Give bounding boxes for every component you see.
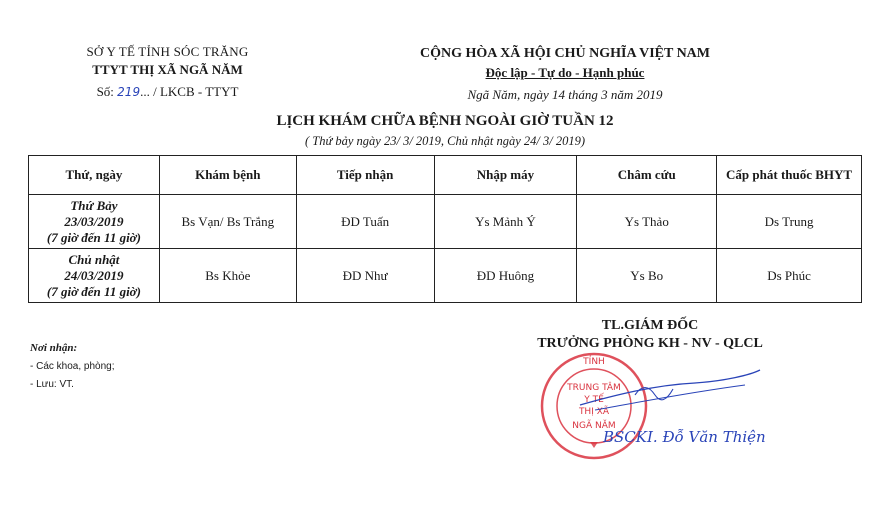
motto: Độc lập - Tự do - Hạnh phúc xyxy=(485,65,645,80)
doc-number-suffix: ... / LKCB - TTYT xyxy=(140,84,239,99)
issuer-header xyxy=(55,44,280,100)
day-name: Chủ nhật xyxy=(68,251,120,267)
day-date: 24/03/2019 xyxy=(64,267,124,283)
header-medicine-dispensing: Cấp phát thuốc BHYT xyxy=(717,156,862,195)
signer-authority: TL.GIÁM ĐỐC xyxy=(601,318,699,333)
country-name: CỘNG HÒA XÃ HỘI CHỦ NGHĨA VIỆT NAM xyxy=(419,46,710,61)
header-examination: Khám bệnh xyxy=(159,156,296,195)
doc-number-handwritten: 219 xyxy=(117,85,141,99)
table-row xyxy=(29,249,862,303)
receivers-block xyxy=(30,342,115,390)
document-number xyxy=(55,84,280,100)
doc-number-prefix: Số: xyxy=(96,84,118,99)
document-subtitle: ( Thứ bảy ngày 23/ 3/ 2019, Chủ nhật ngày 24/ 3/ 2019) xyxy=(304,134,586,148)
document-title: LỊCH KHÁM CHỮA BỆNH NGOÀI GIỜ TUẦN 12 xyxy=(276,113,614,129)
svg-text:NGÃ NĂM: NGÃ NĂM xyxy=(572,421,616,431)
dispensing-cell: Ds Trung xyxy=(717,195,862,249)
day-hours: (7 giờ đến 11 giờ) xyxy=(46,229,141,245)
header-data-entry: Nhập máy xyxy=(434,156,577,195)
acupuncture-cell: Ys Bo xyxy=(577,249,717,303)
center-name: TTYT THỊ XÃ NGÃ NĂM xyxy=(92,62,243,77)
reception-cell: ĐD Như xyxy=(296,249,434,303)
national-header xyxy=(405,46,725,103)
day-cell xyxy=(29,249,160,303)
day-cell xyxy=(29,195,160,249)
data-entry-cell: ĐD Huông xyxy=(434,249,577,303)
table-header-row xyxy=(29,156,862,195)
dispensing-cell: Ds Phúc xyxy=(717,249,862,303)
examination-cell: Bs Vạn/ Bs Trắng xyxy=(159,195,296,249)
receiver-item: - Lưu: VT. xyxy=(30,379,74,390)
acupuncture-cell: Ys Thảo xyxy=(577,195,717,249)
svg-text:THỊ XÃ: THỊ XÃ xyxy=(578,407,610,417)
examination-cell: Bs Khỏe xyxy=(159,249,296,303)
header-reception: Tiếp nhận xyxy=(296,156,434,195)
svg-text:TRUNG TÂM: TRUNG TÂM xyxy=(567,383,621,393)
signer-block xyxy=(505,318,795,352)
svg-text:TỈNH: TỈNH xyxy=(583,357,605,367)
day-hours: (7 giờ đến 11 giờ) xyxy=(46,283,141,299)
receiver-item: - Các khoa, phòng; xyxy=(30,361,115,372)
receivers-title: Nơi nhận: xyxy=(30,342,78,354)
header-acupuncture: Châm cứu xyxy=(577,156,717,195)
header-day: Thứ, ngày xyxy=(29,156,160,195)
svg-text:Y TẾ: Y TẾ xyxy=(584,395,604,405)
handwritten-signature xyxy=(575,365,765,425)
day-name: Thứ Bảy xyxy=(70,197,118,213)
schedule-table xyxy=(28,155,862,303)
signer-name: BSCKI. Đỗ Văn Thiện xyxy=(603,428,766,446)
table-row xyxy=(29,195,862,249)
department-name: SỞ Y TẾ TỈNH SÓC TRĂNG xyxy=(86,44,249,59)
signer-title: TRƯỞNG PHÒNG KH - NV - QLCL xyxy=(537,336,763,351)
data-entry-cell: Ys Mảnh Ý xyxy=(434,195,577,249)
reception-cell: ĐD Tuấn xyxy=(296,195,434,249)
day-date: 23/03/2019 xyxy=(64,213,124,229)
issue-date: Ngã Năm, ngày 14 tháng 3 năm 2019 xyxy=(467,87,663,102)
